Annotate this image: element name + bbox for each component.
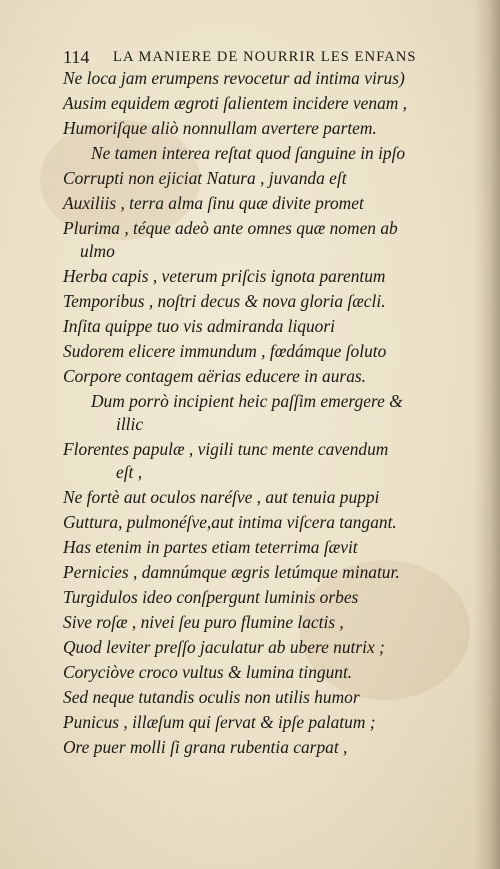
poem-line: Sive roſæ , nivei ſeu puro flumine lactis , [63,612,344,632]
poem-line: Dum porrò incipient heic paſſim emergere & [91,391,403,411]
poem-line: Corpore contagem aërias educere in auras. [63,366,367,386]
page-edge-shadow [474,0,500,869]
poem-line: Ausim equidem ægroti ſalientem incidere venam , [63,93,408,113]
poem-line: Coryciòve croco vultus & lumina tingunt. [63,662,353,682]
poem-line: Herba capis , veterum priſcis ignota parentum [63,266,386,286]
page-number: 114 [63,47,90,67]
poem-line: Ne fortè aut oculos naréſve , aut tenuia puppi [63,487,380,507]
poem-line: Florentes papulæ , vigili tunc mente cavendum [63,439,389,459]
poem-line: Quod leviter preſſo jaculatur ab ubere nutrix ; [63,637,385,657]
poem-line: ulmo [80,241,115,261]
running-title: LA MANIERE DE NOURRIR LES ENFANS [113,49,417,65]
poem-line: Guttura, pulmonéſve,aut intima viſcera tangant. [63,512,397,532]
poem-line: Ne tamen interea reſtat quod ſanguine in ipſo [91,143,406,163]
poem-line: Punicus , illæſum qui ſervat & ipſe palatum ; [63,712,376,732]
poem-line: Turgidulos ideo conſpergunt luminis orbes [63,587,359,607]
poem-line: Has etenim in partes etiam teterrima ſævit [63,537,358,557]
poem-line: Humoriſque aliò nonnullam avertere partem. [63,118,377,138]
poem-line: Auxiliis , terra alma ſinu quæ divite promet [63,193,364,213]
poem-line: Temporibus , noſtri decus & nova gloria ſæcli. [63,291,386,311]
poem-line: Plurima , téque adeò ante omnes quæ nomen ab [63,218,398,238]
poem-line: Sed neque tutandis oculis non utilis humor [63,687,360,707]
poem-line: eſt , [116,462,143,482]
poem-line: Inſita quippe tuo vis admiranda liquori [63,316,335,336]
page-header [63,47,483,67]
poem-line: Ne loca jam erumpens revocetur ad intima virus) [63,68,405,88]
poem-line: Ore puer molli ſi grana rubentia carpat , [63,737,348,757]
poem-line: Pernicies , damnúmque ægris letúmque minatur. [63,562,400,582]
poem-line: Sudorem elicere immundum , fœdámque ſoluto [63,341,387,361]
poem-line: illic [116,414,144,434]
poem-line: Corrupti non ejiciat Natura , juvanda eſt [63,168,347,188]
